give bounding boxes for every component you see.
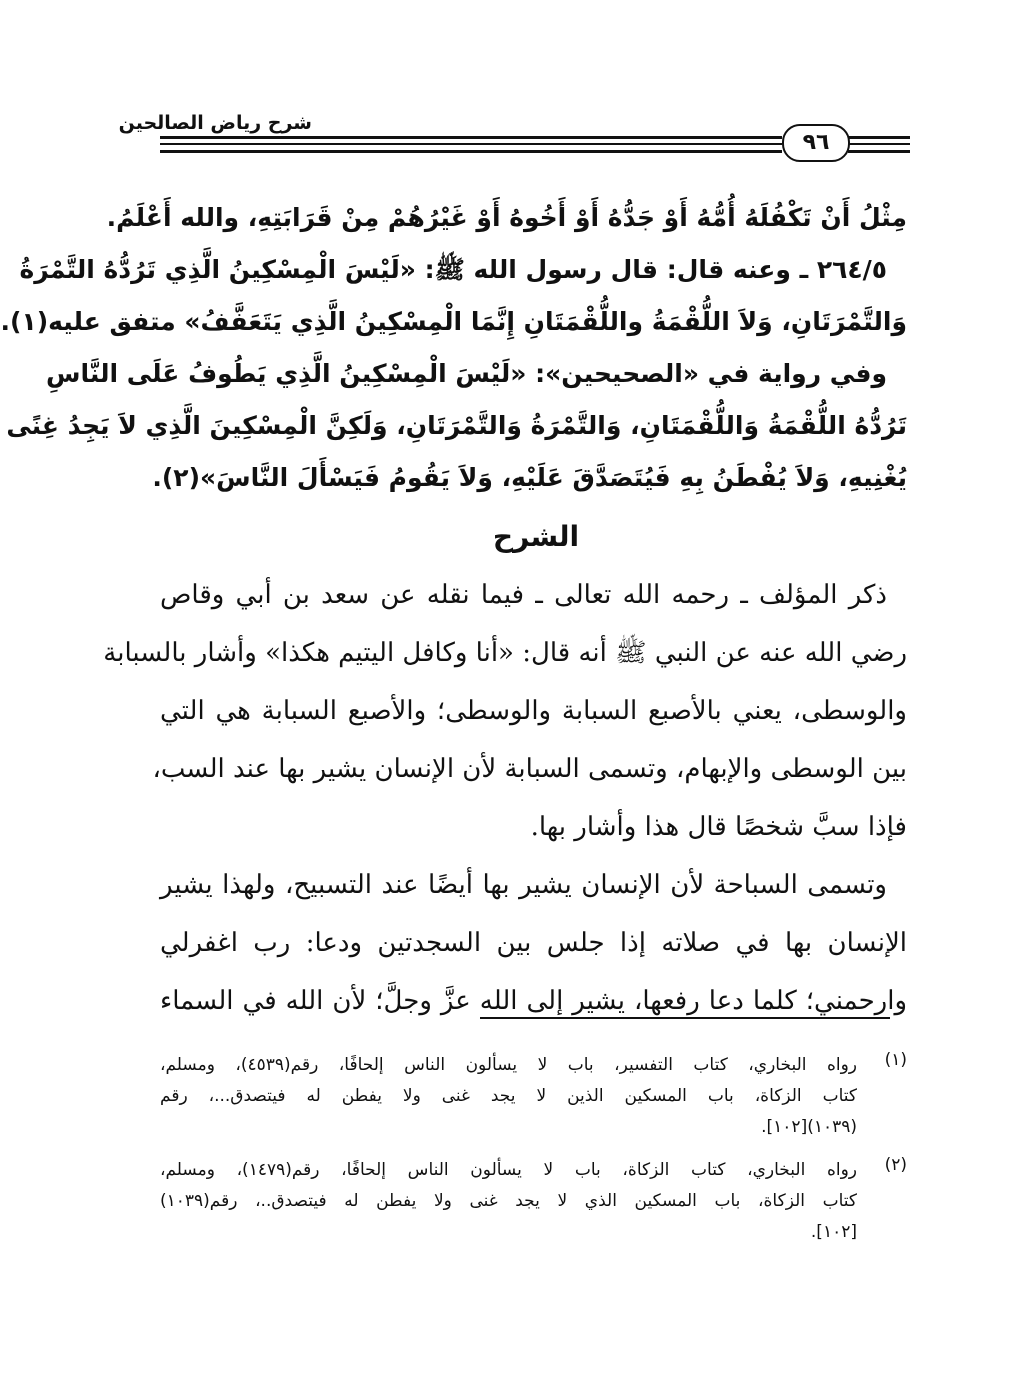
hadith-block bbox=[0, 192, 907, 504]
hadith-line: ٢٦٤/٥ ـ وعنه قال: قال رسول الله ﷺ: «لَيْسَ الْمِسْكِينُ الَّذِي تَرُدُّهُ التَّمْرَةُ bbox=[19, 255, 887, 284]
body-line: الإنسان بها في صلاته إذا جلس بين السجدتين ودعا: رب اغفرلي bbox=[160, 928, 907, 958]
footnote-line: رواه البخاري، كتاب التفسير، باب لا يسألون الناس إلحافًا، رقم(٤٥٣٩)، ومسلم، bbox=[160, 1055, 857, 1075]
footnote-line: كتاب الزكاة، باب المسكين الذي لا يجد غنى ولا يفطن له فيتصدق..، رقم(١٠٣٩) bbox=[160, 1191, 857, 1211]
hadith-line: تَرُدُّهُ اللُّقْمَةُ وَاللُّقْمَتَانِ، وَالتَّمْرَةُ وَالتَّمْرَتَانِ، وَلَكِنَّ الْمِسْكِينَ الَّذِي لاَ يَجِدُ غِنًى bbox=[6, 411, 907, 440]
hadith-line: وَالتَّمْرَتَانِ، وَلاَ اللُّقْمَةُ واللُّقْمَتَانِ إِنَّمَا الْمِسْكِينُ الَّذِي يَتَعَفَّفُ» متفق عليه(١). bbox=[0, 307, 907, 336]
body-line: فإذا سبَّ شخصًا قال هذا وأشار بها. bbox=[530, 812, 907, 842]
body-line: بين الوسطى والإبهام، وتسمى السبابة لأن الإنسان يشير بها عند السب، bbox=[152, 754, 907, 784]
footnote-line: (١٠٣٩)[١٠٢]. bbox=[761, 1117, 857, 1137]
header-rule-middle bbox=[160, 143, 782, 145]
body-line: رضي الله عنه عن النبي ﷺ أنه قال: «أنا وكافل اليتيم هكذا» وأشار بالسبابة bbox=[103, 638, 907, 668]
footnote-line: رواه البخاري، كتاب الزكاة، باب لا يسألون الناس إلحافًا، رقم(١٤٧٩)، ومسلم، bbox=[160, 1160, 857, 1180]
body-line: وارحمني؛ كلما دعا رفعها، يشير إلى الله عزَّ وجلَّ؛ لأن الله في السماء bbox=[160, 986, 907, 1016]
footnote-1 bbox=[160, 1050, 907, 1143]
footnote-line: كتاب الزكاة، باب المسكين الذين لا يجد غنى ولا يفطن له فيتصدق...، رقم bbox=[160, 1086, 857, 1106]
header-rule-bottom-right bbox=[848, 150, 910, 153]
header-rule-middle-right bbox=[848, 143, 910, 145]
header-rule-bottom bbox=[160, 150, 782, 153]
footnote-divider bbox=[480, 1017, 890, 1019]
section-title: الشرح bbox=[492, 520, 580, 553]
page-number: ٩٦ bbox=[782, 124, 850, 162]
footnote-2 bbox=[160, 1155, 907, 1248]
hadith-line: يُغْنِيهِ، وَلاَ يُفْطَنُ بِهِ فَيُتَصَدَّقَ عَلَيْهِ، وَلاَ يَقُومُ فَيَسْأَلَ النَّاسَ»(٢). bbox=[152, 463, 907, 492]
footnote-line: [١٠٢]. bbox=[810, 1222, 857, 1242]
header-rule-top-right bbox=[848, 136, 910, 139]
body-line: ذكر المؤلف ـ رحمه الله تعالى ـ فيما نقله عن سعد بن أبي وقاص bbox=[160, 580, 887, 610]
footnote-number: (١) bbox=[884, 1050, 907, 1070]
hadith-line: مِثْلُ أَنْ تَكْفُلَهُ أُمُّهُ أَوْ جَدُّهُ أَوْ أَخُوهُ أَوْ غَيْرُهُمْ مِنْ قَرَابَتِهِ، والله أَعْلَمُ. bbox=[106, 203, 907, 232]
body-line: والوسطى، يعني بالأصبع السبابة والوسطى؛ والأصبع السبابة هي التي bbox=[160, 696, 907, 726]
header-rule-top bbox=[160, 136, 782, 139]
hadith-line: وفي رواية في «الصحيحين»: «لَيْسَ الْمِسْكِينُ الَّذِي يَطُوفُ عَلَى النَّاسِ bbox=[46, 359, 887, 388]
running-header-title: شرح رياض الصالحين bbox=[118, 112, 312, 134]
body-line: وتسمى السباحة لأن الإنسان يشير بها أيضًا عند التسبيح، ولهذا يشير bbox=[160, 870, 887, 900]
footnote-number: (٢) bbox=[884, 1155, 907, 1175]
commentary-block bbox=[103, 566, 907, 1030]
